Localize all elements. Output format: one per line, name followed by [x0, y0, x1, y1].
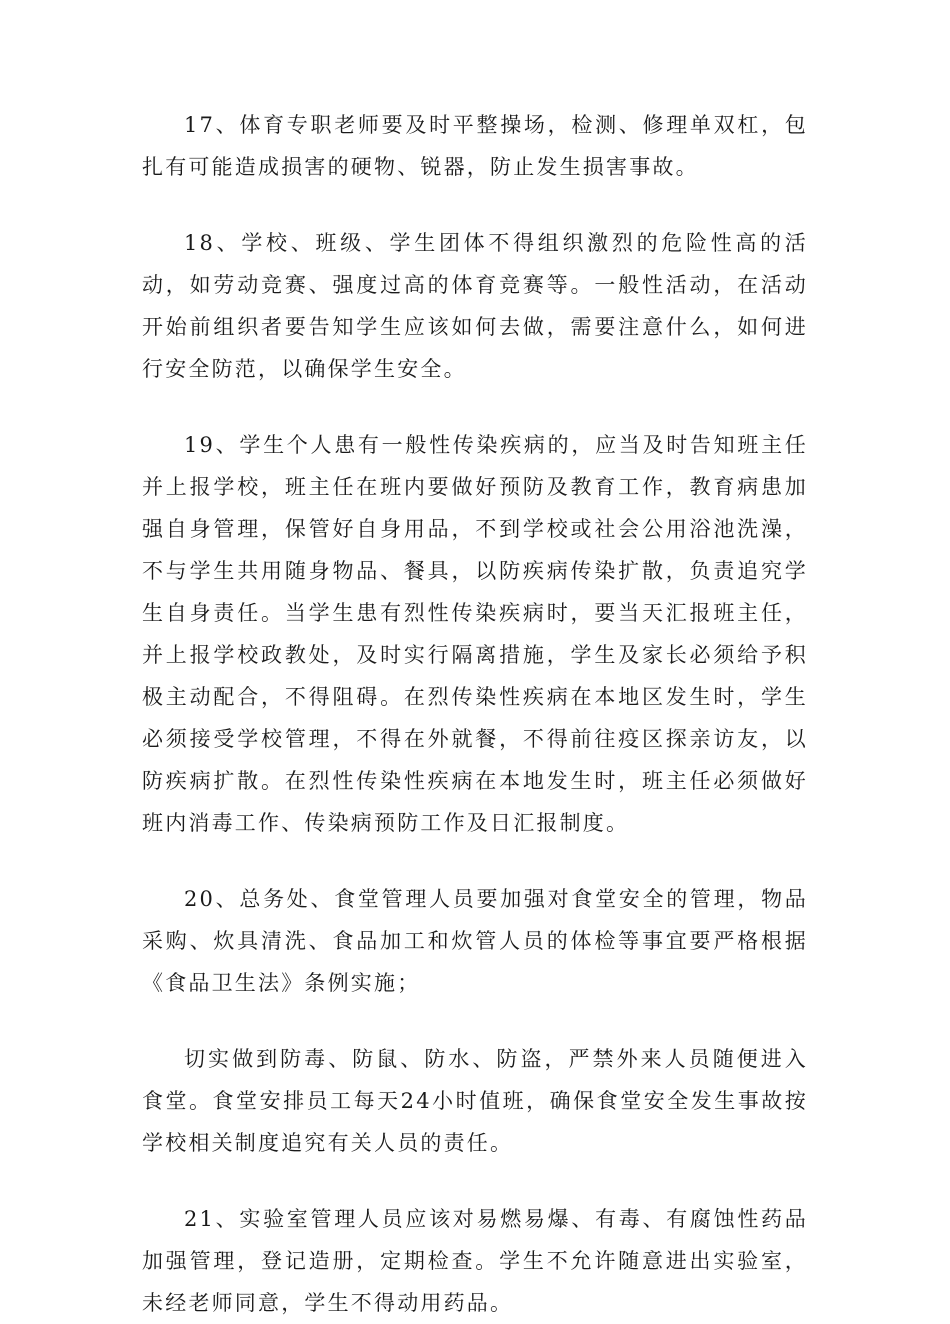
- paragraph-17: 17、体育专职老师要及时平整操场，检测、修理单双杠，包扎有可能造成损害的硬物、锐器，防止发生损害事故。: [142, 113, 808, 179]
- paragraph-21: 21、实验室管理人员应该对易燃易爆、有毒、有腐蚀性药品加强管理，登记造册，定期检查。学生不允许随意进出实验室，未经老师同意，学生不得动用药品。: [142, 1207, 808, 1315]
- paragraph-18: 18、学校、班级、学生团体不得组织激烈的危险性高的活动，如劳动竞赛、强度过高的体育竞赛等。一般性活动，在活动开始前组织者要告知学生应该如何去做，需要注意什么，如何进行安全防范，以确保学生安全。: [142, 231, 808, 381]
- paragraph-19: 19、学生个人患有一般性传染疾病的，应当及时告知班主任并上报学校，班主任在班内要做好预防及教育工作，教育病患加强自身管理，保管好自身用品，不到学校或社会公用浴池洗澡，不与学生共用随身物品、餐具，以防疾病传染扩散，负责追究学生自身责任。当学生患有烈性传染疾病时，要当天汇报班主任，并上报学校政教处，及时实行隔离措施，学生及家长必须给予积极主动配合，不得阻碍。在烈传染性疾病在本地区发生时，学生必须接受学校管理，不得在外就餐，不得前往疫区探亲访友，以防疾病扩散。在烈性传染性疾病在本地发生时，班主任必须做好班内消毒工作、传染病预防工作及日汇报制度。: [142, 433, 808, 835]
- paragraph-20-continued: 切实做到防毒、防鼠、防水、防盗，严禁外来人员随便进入食堂。食堂安排员工每天24小时值班，确保食堂安全发生事故按学校相关制度追究有关人员的责任。: [142, 1047, 808, 1155]
- document-body: [142, 104, 808, 1324]
- paragraph-20: 20、总务处、食堂管理人员要加强对食堂安全的管理，物品采购、炊具清洗、食品加工和炊管人员的体检等事宜要严格根据《食品卫生法》条例实施；: [142, 887, 808, 995]
